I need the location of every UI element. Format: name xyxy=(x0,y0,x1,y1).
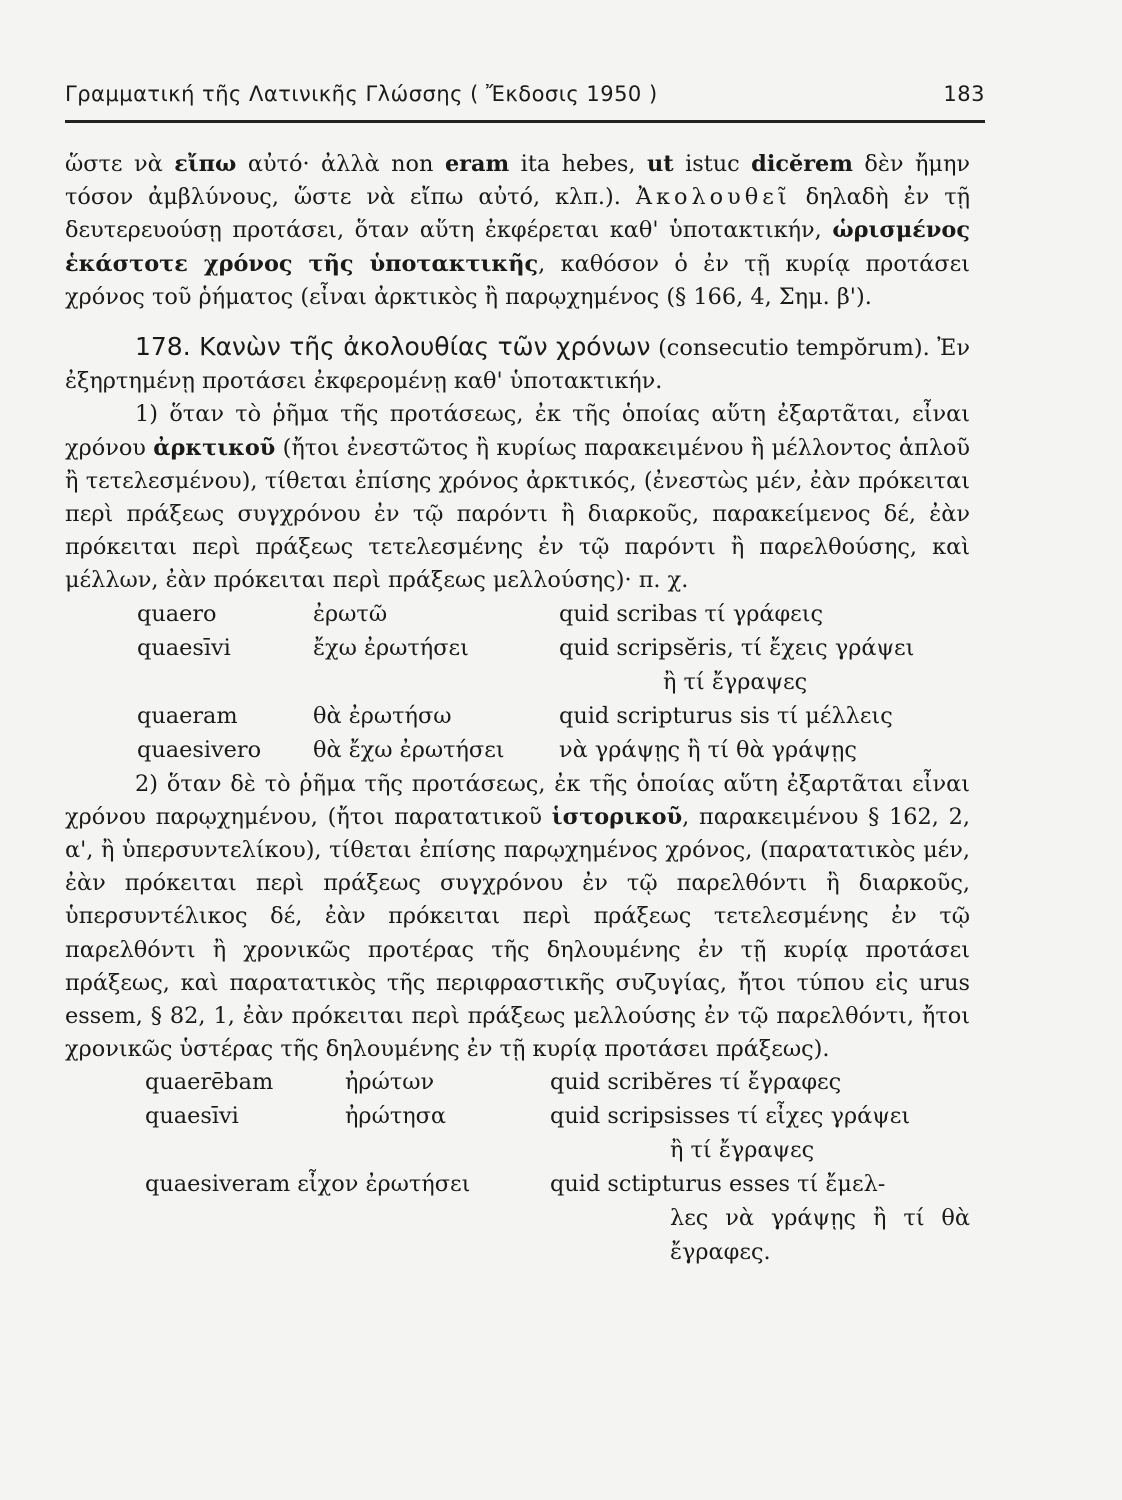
header-title: Γραμματική τῆς Λατινικῆς Γλώσσης ( Ἔκδοσις 1950 ) xyxy=(65,82,658,106)
table-row: quaeram θὰ ἐρωτήσω quid scripturus sis τί μέλλεις xyxy=(137,702,893,729)
page-number: 183 xyxy=(943,82,985,106)
running-header xyxy=(65,82,985,116)
table-row-continuation: λες νὰ γράψῃς ἢ τί θὰ ἔγραφες. xyxy=(670,1205,970,1265)
table-row-continuation: ἢ τί ἔγραψες xyxy=(663,668,808,695)
rule-1: 1) ὅταν τὸ ῥῆμα τῆς προτάσεως, ἐκ τῆς ὁποίας αὕτη ἐξαρτᾶται, εἶναι χρόνου ἀρκτικοῦ (ἤτοι ἐνεστῶτος ἢ κυρίως παρακειμένου ἢ μέλλοντος ἁπλοῦ ἢ τετελεσμένου), τίθεται ἐπίσης χρόνος ἀρκτικός, (ἐνεστὼς μέν, ἐὰν πρόκειται περὶ πράξεως συγχρόνου ἐν τῷ παρόντι ἢ διαρκοῦς, παρακείμενος δέ, ἐὰν πρόκειται περὶ πράξεως τετελεσμένης ἐν τῷ παρόντι ἢ παρελθούσης, καὶ μέλλων, ἐὰν πρόκειται περὶ πράξεως μελλούσης)· π. χ. xyxy=(65,401,970,594)
paragraph-intro: ὥστε νὰ εἴπω αὐτό· ἀλλὰ non eram ita hebes, ut istuc dicĕrem δὲν ἤμην τόσον ἀμβλύνους, ὥστε νὰ εἴπω αὐτό, κλπ.). Ἀκολουθεῖ δηλαδὴ ἐν τῇ δευτερευούσῃ προτάσει, ὅταν αὕτη ἐκφέρεται καθ' ὑποτακτικήν, ὡρισμένος ἑκάστοτε χρόνος τῆς ὑποτακτικῆς, καθόσον ὁ ἐν τῇ κυρίᾳ προτάσει χρόνος τοῦ ῥήματος (εἶναι ἀρκτικὸς ἢ παρῳχημένος (§ 166, 4, Σημ. β'). xyxy=(65,151,971,310)
table-row: quaerēbam ἠρώτων quid scribĕres τί ἔγραφες xyxy=(145,1069,842,1096)
header-rule xyxy=(65,120,985,123)
section-178: 178. Κανὼν τῆς ἀκολουθίας τῶν χρόνων (consecutio tempŏrum). Ἐν ἐξηρτημένῃ προτάσει ἐκφερομένῃ καθ' ὑποτακτικήν. xyxy=(65,332,970,395)
table-row: quaesivero θὰ ἔχω ἐρωτήσει νὰ γράψῃς ἢ τί θὰ γράψῃς xyxy=(137,736,857,763)
section-title: 178. Κανὼν τῆς ἀκολουθίας τῶν χρόνων xyxy=(135,332,651,362)
table-row: quaero ἐρωτῶ quid scribas τί γράφεις xyxy=(137,600,824,627)
table-row: quaesiveram εἶχον ἐρωτήσει quid sctipturus esses τί ἔμελ- xyxy=(145,1171,886,1198)
example-table-1 xyxy=(65,598,970,768)
table-row: quaesīvi ἠρώτησα quid scripsisses τί εἶχες γράψει xyxy=(145,1103,911,1130)
table-row: quaesīvi ἔχω ἐρωτήσει quid scripsĕris, τί ἔχεις γράψει xyxy=(137,634,915,661)
body-text xyxy=(65,148,971,1265)
example-table-2 xyxy=(65,1066,970,1265)
table-row-continuation: ἢ τί ἔγραψες xyxy=(670,1137,815,1164)
rule-2: 2) ὅταν δὲ τὸ ῥῆμα τῆς προτάσεως, ἐκ τῆς ὁποίας αὕτη ἐξαρτᾶται εἶναι χρόνου παρῳχημένου, (ἤτοι παρατατικοῦ ἱστορικοῦ, παρακειμένου § 162, 2, α', ἢ ὑπερσυντελίκου), τίθεται ἐπίσης παρῳχημένος χρόνος, (παρατατικὸς μέν, ἐὰν πρόκειται περὶ πράξεως συγχρόνου ἐν τῷ παρελθόντι ἢ διαρκοῦς, ὑπερσυντέλικος δέ, ἐὰν πρόκειται περὶ πράξεως τετελεσμένης ἐν τῷ παρελθόντι ἢ χρονικῶς προτέρας τῆς δηλουμένης ἐν τῇ κυρίᾳ προτάσει πράξεως, καὶ παρατατικὸς τῆς περιφραστικῆς συζυγίας, ἤτοι τύπου εἰς urus essem, § 82, 1, ἐὰν πρόκειται περὶ πράξεως μελλούσης ἐν τῷ παρελθόντι, ἤτοι χρονικῶς ὑστέρας τῆς δηλουμένης ἐν τῇ κυρίᾳ προτάσει πράξεως). xyxy=(65,770,970,1063)
